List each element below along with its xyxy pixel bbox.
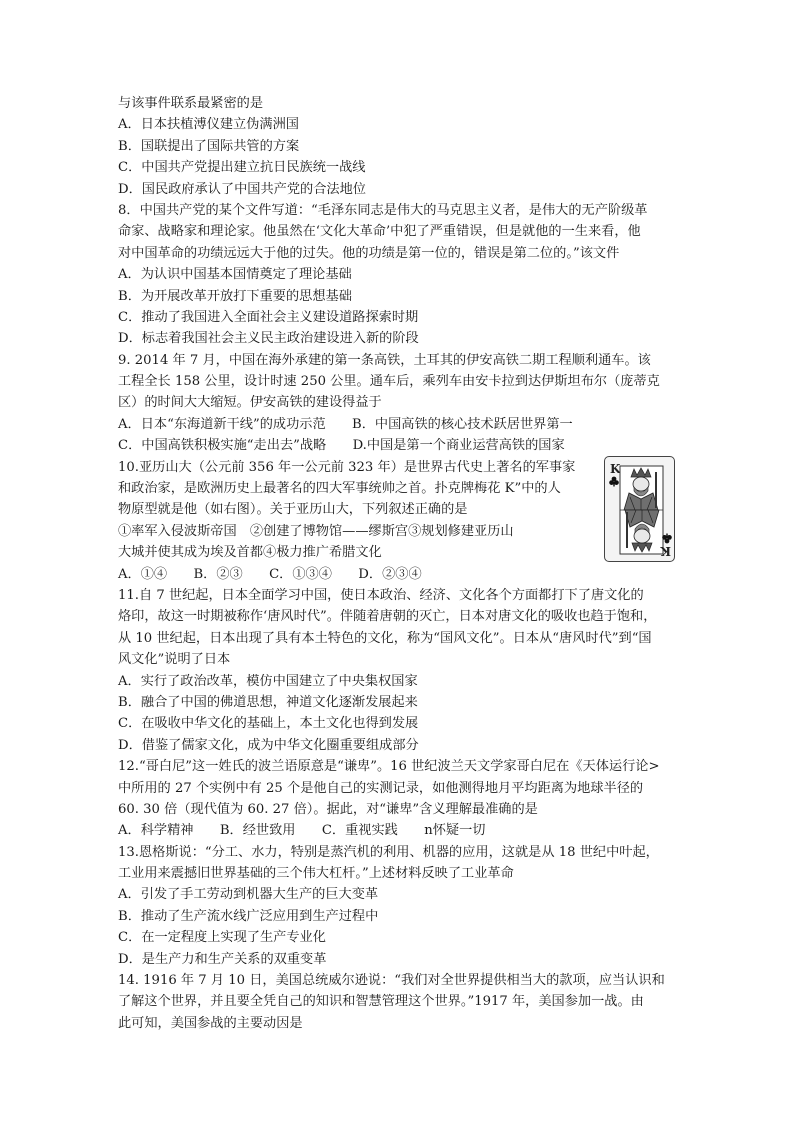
question-9 xyxy=(118,350,678,457)
question-column xyxy=(118,93,678,1034)
question-13 xyxy=(118,842,678,970)
question-stem-line: 10.亚历山大（公元前 356 年一公元前 323 年）是世界古代史上著名的军事家 xyxy=(118,459,576,475)
option-a: A．日本扶植溥仪建立伪满洲国 xyxy=(118,117,299,133)
question-14 xyxy=(118,970,678,1034)
question-stem-line: 和政治家，是欧洲历史上最著名的四大军事统帅之首。扑克牌梅花 K”中的人 xyxy=(118,481,561,497)
club-icon xyxy=(609,477,619,487)
option-c: C．在吸收中华文化的基础上，本土文化也得到发展 xyxy=(118,716,419,732)
option-d: D．标志着我国社会主义民主政治建设进入新的阶段 xyxy=(118,331,419,347)
card-index-top: K xyxy=(610,462,621,476)
question-12 xyxy=(118,756,678,842)
option-d: D．借鉴了儒家文化，成为中华文化圈重要组成部分 xyxy=(118,737,419,753)
option-c: C．中国共产党提出建立抗日民族统一战线 xyxy=(118,160,366,176)
option-c: C．在一定程度上实现了生产专业化 xyxy=(118,930,326,946)
king-of-clubs-card-image xyxy=(604,456,675,562)
question-stem-line: 命家、战略家和理论家。他虽然在‘文化大革命’中犯了严重错误，但是就他的一生来看，他 xyxy=(118,224,641,240)
question-stem-line: 大城并使其成为埃及首都④极力推广希腊文化 xyxy=(118,545,382,561)
option-b: B．推动了生产流水线广泛应用到生产过程中 xyxy=(118,908,379,924)
option-d: D．是生产力和生产关系的双重变革 xyxy=(118,951,327,967)
question-stem-line: ①率军入侵波斯帝国 ②创建了博物馆——缪斯宫③规划修建亚历山 xyxy=(118,523,514,539)
question-stem-line: 风文化”说明了日本 xyxy=(118,652,231,668)
question-stem-line: 与该事件联系最紧密的是 xyxy=(118,96,264,111)
question-stem-line: 12.“哥白尼”这一姓氏的波兰语原意是“谦卑”。16 世纪波兰天文学家哥白尼在《天体运行论> xyxy=(118,759,660,775)
question-stem-line: 工业用来震撼旧世界基础的三个伟大杠杆。”上述材料反映了工业革命 xyxy=(118,866,514,882)
question-11 xyxy=(118,585,678,756)
question-stem-line: 对中国革命的功绩远远大于他的过失。他的功绩是第一位的，错误是第二位的。”该文件 xyxy=(118,245,620,261)
question-stem-line: 了解这个世界，并且要全凭自己的知识和智慧管理这个世界。”1917 年，美国参加一战。由 xyxy=(118,994,644,1010)
question-stem-line: 8．中国共产党的某个文件写道：“毛泽东同志是伟大的马克思主义者，是伟大的无产阶级革 xyxy=(118,202,648,218)
option-b: B．融合了中国的佛道思想，神道文化逐渐发展起来 xyxy=(118,694,418,710)
question-stem-line: 中所用的 27 个实例中有 25 个是他自己的实测记录，如他测得地月平均距离为地球半径的 xyxy=(118,780,644,796)
question-stem-line: 此可知，美国参战的主要动因是 xyxy=(118,1015,303,1031)
question-stem-line: 工程全长 158 公里，设计时速 250 公里。通车后，乘列车由安卡拉到达伊斯坦布尔（庞蒂克 xyxy=(118,374,660,390)
card-index-bottom: K xyxy=(660,544,671,558)
question-stem-line: 60. 30 倍（现代值为 60. 27 倍）。据此，对“谦卑”含义理解最准确的是 xyxy=(118,801,538,817)
question-stem-line: 烙印，故这一时期被称作‘唐风时代”。伴随着唐朝的灭亡，日本对唐文化的吸收也趋于饱和， xyxy=(118,609,657,625)
question-stem-line: 14. 1916 年 7 月 10 日，美国总统威尔逊说：“我们对全世界提供相当大的款项，应当认识和 xyxy=(118,973,665,989)
question-8 xyxy=(118,200,678,350)
options-line-ab: A．日本“东海道新干线”的成功示范 B．中国高铁的核心技术跃居世界第一 xyxy=(118,416,573,432)
option-b: B．国联提出了国际共管的方案 xyxy=(118,138,300,154)
question-stem-line: 13.恩格斯说：“分工、水力，特别是蒸汽机的利用、机器的应用，这就是从 18 世纪中叶起， xyxy=(118,844,659,860)
question-7-tail xyxy=(118,93,678,200)
option-a: A．引发了手工劳动到机器大生产的巨大变革 xyxy=(118,887,379,903)
question-stem-line: 从 10 世纪起，日本出现了具有本土特色的文化，称为“国风文化”。日本从“唐风时代”到“国 xyxy=(118,630,652,646)
option-a: A．为认识中国基本国情奠定了理论基础 xyxy=(118,267,352,283)
option-c: C．推动了我国进入全面社会主义建设道路探索时期 xyxy=(118,309,419,325)
question-stem-line: 9. 2014 年 7 月，中国在海外承建的第一条高铁，土耳其的伊安高铁二期工程顺利通车。该 xyxy=(118,352,651,368)
options-line: A．①④ B．②③ C．①③④ D．②③④ xyxy=(118,566,422,582)
option-a: A．实行了政治改革，模仿中国建立了中央集权国家 xyxy=(118,673,418,689)
options-line-cd: C．中国高铁积极实施“走出去”战略 D.中国是第一个商业运营高铁的国家 xyxy=(118,438,565,454)
option-b: B．为开展改革开放打下重要的思想基础 xyxy=(118,288,352,304)
question-stem-line: 11.自 7 世纪起，日本全面学习中国，使日本政治、经济、文化各个方面都打下了唐文化的 xyxy=(118,587,644,603)
options-line: A．科学精神 B．经世致用 C．重视实践 n怀疑一切 xyxy=(118,823,486,839)
club-icon xyxy=(662,534,672,544)
card-illustration xyxy=(605,457,675,562)
question-10 xyxy=(118,457,678,585)
question-stem-line: 区）的时间大大缩短。伊安高铁的建设得益于 xyxy=(118,395,382,411)
option-d: D．国民政府承认了中国共产党的合法地位 xyxy=(118,181,366,197)
question-stem-line: 物原型就是他（如右图）。关于亚历山大，下列叙述正确的是 xyxy=(118,502,468,518)
